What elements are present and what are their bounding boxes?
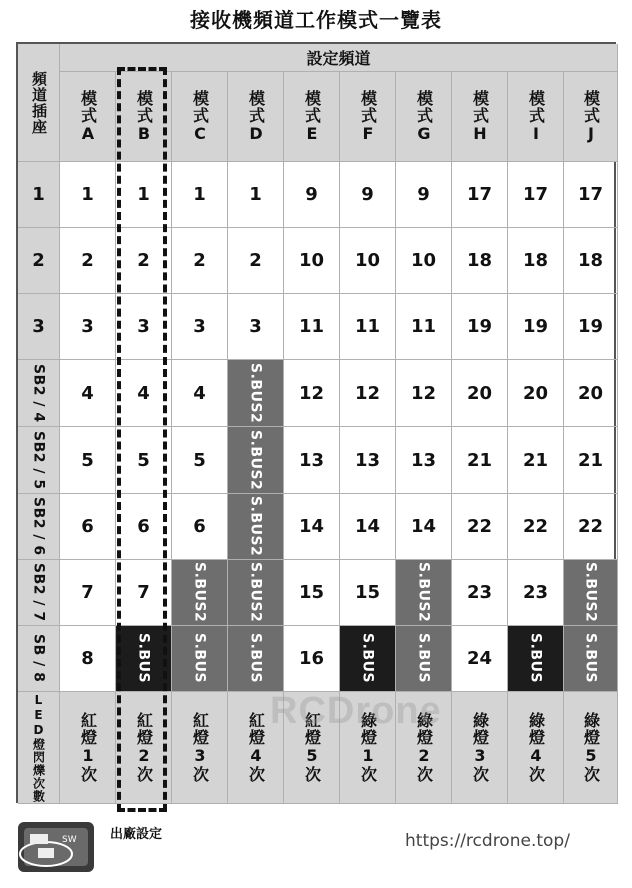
channel-cell [396,494,452,560]
channel-cell [228,294,284,360]
channel-cell [508,494,564,560]
mode-header-text: 模式I [526,90,546,144]
led-cell [116,692,172,804]
channel-cell-text: 21 [577,449,604,471]
channel-cell-text: 19 [522,316,549,337]
row-label-text: SB2 / 4 [30,363,47,423]
channel-cell-text: 18 [466,250,493,271]
channel-cell-text: 3 [137,316,150,337]
sbus-cell [172,626,228,692]
sbus-cell-text: S.BUS2 [247,429,264,491]
channel-cell [564,294,618,360]
channel-cell-text: 6 [81,516,94,537]
channel-cell [508,162,564,228]
sbus-cell [396,560,452,626]
channel-cell [564,162,618,228]
led-cell-text: 紅燈1次 [78,712,98,783]
led-cell-text: 綠燈2次 [414,712,434,783]
channel-cell [60,494,116,560]
channel-cell [452,294,508,360]
row-label-text: 2 [32,250,45,271]
channel-cell [60,626,116,692]
channel-cell-text: 9 [361,184,374,205]
channel-cell [172,427,228,494]
channel-cell-text: 9 [417,184,430,205]
sbus-cell [564,626,618,692]
led-cell [284,692,340,804]
row-label-text: 1 [32,184,45,205]
channel-cell [172,360,228,427]
channel-cell-text: 11 [298,316,325,337]
led-cell-text: 綠燈1次 [358,712,378,783]
channel-cell-text: 15 [354,582,381,603]
channel-cell-text: 21 [466,449,493,471]
channel-cell [284,494,340,560]
channel-cell [564,427,618,494]
channel-mode-table [16,42,616,803]
mode-header-text: 模式E [302,90,322,144]
channel-cell [452,626,508,692]
channel-cell-text: 23 [466,582,493,603]
channel-cell-text: 20 [522,382,549,404]
channel-cell-text: 22 [522,516,549,537]
row-label-text: SB2 / 5 [30,430,47,490]
channel-cell-text: 17 [577,184,604,205]
mode-header [284,72,340,162]
channel-cell [60,560,116,626]
led-cell [452,692,508,804]
channel-cell-text: 14 [410,516,437,537]
led-cell-text: 綠燈5次 [581,712,601,783]
channel-cell-text: 14 [298,516,325,537]
channel-cell [60,427,116,494]
channel-cell [564,494,618,560]
channel-cell [172,228,228,294]
channel-cell-text: 21 [522,449,549,471]
channel-cell-text: 4 [193,382,206,404]
sbus-cell [228,560,284,626]
row-label [18,228,60,294]
sbus-cell-text: S.BUS2 [191,562,208,623]
channel-cell [508,228,564,294]
sbus-cell [228,360,284,427]
sbus-cell-text: S.BUS [415,633,432,684]
row-label-text: 3 [32,316,45,337]
led-row-label [18,692,60,804]
channel-cell [172,494,228,560]
channel-cell [508,294,564,360]
channel-cell [564,228,618,294]
channel-cell-text: 11 [354,316,381,337]
channel-cell-text: 5 [137,449,150,471]
mode-header [340,72,396,162]
mode-header-text: 模式B [134,90,154,144]
sbus-cell [508,626,564,692]
mode-header-text: 模式G [414,90,434,144]
channel-cell [508,360,564,427]
led-cell-text: 紅燈3次 [190,712,210,783]
channel-cell-text: 1 [137,184,150,205]
channel-cell-text: 22 [577,516,604,537]
sbus-cell [172,560,228,626]
channel-cell-text: 23 [522,582,549,603]
channel-cell-text: 13 [298,449,325,471]
channel-cell-text: 16 [298,648,325,669]
sbus-cell [396,626,452,692]
sbus-cell-text: S.BUS [527,633,544,684]
group-header [60,44,618,72]
channel-cell [116,560,172,626]
receiver-icon [16,820,96,874]
channel-cell [284,626,340,692]
channel-cell-text: 13 [354,449,381,471]
led-cell [396,692,452,804]
led-cell-text: 綠燈4次 [526,712,546,783]
channel-cell-text: 20 [466,382,493,404]
channel-cell-text: 4 [137,382,150,404]
channel-cell [116,228,172,294]
led-cell-text: 綠燈3次 [470,712,490,783]
row-label [18,360,60,427]
channel-cell-text: 12 [354,382,381,404]
channel-cell [116,427,172,494]
sbus-cell [564,560,618,626]
channel-cell-text: 10 [410,250,437,271]
led-cell-text: 紅燈2次 [134,712,154,783]
channel-cell [396,360,452,427]
channel-cell [452,560,508,626]
channel-cell-text: 12 [410,382,437,404]
mode-header-text: 模式A [78,90,98,144]
led-cell-text: 紅燈4次 [246,712,266,783]
channel-cell-text: 9 [305,184,318,205]
channel-cell-text: 7 [137,582,150,603]
channel-cell-text: 1 [249,184,262,205]
sbus-cell-text: S.BUS [191,633,208,684]
channel-cell [116,294,172,360]
mode-header-text: 模式D [246,90,266,144]
channel-cell [116,360,172,427]
channel-cell-text: 5 [193,449,206,471]
source-url[interactable]: https://rcdrone.top/ [405,831,570,851]
channel-cell [60,294,116,360]
channel-cell-text: 6 [137,516,150,537]
channel-cell-text: 1 [193,184,206,205]
row-label-text: SB2 / 7 [30,563,47,622]
led-cell-text: 紅燈5次 [302,712,322,783]
mode-header [60,72,116,162]
row-label [18,427,60,494]
channel-cell [284,427,340,494]
sbus-cell-text: S.BUS [247,633,264,684]
channel-cell-text: 3 [81,316,94,337]
channel-cell-text: 11 [410,316,437,337]
channel-cell [396,162,452,228]
channel-cell [340,360,396,427]
channel-cell [172,162,228,228]
channel-cell [116,494,172,560]
channel-cell-text: 18 [577,250,604,271]
channel-cell [284,560,340,626]
led-cell [228,692,284,804]
channel-cell [284,294,340,360]
sbus-cell [228,427,284,494]
channel-cell [564,360,618,427]
channel-cell [452,494,508,560]
sbus-cell-text: S.BUS2 [247,562,264,623]
channel-cell [396,427,452,494]
sbus-cell [228,626,284,692]
page-title: 接收機頻道工作模式一覽表 [190,8,442,32]
channel-cell [396,294,452,360]
channel-cell-text: 22 [466,516,493,537]
channel-cell-text: 18 [522,250,549,271]
channel-cell [508,560,564,626]
channel-cell-text: 13 [410,449,437,471]
mode-header [396,72,452,162]
channel-cell [508,427,564,494]
row-label [18,294,60,360]
channel-cell-text: 19 [466,316,493,337]
channel-cell [452,427,508,494]
channel-cell-text: 17 [522,184,549,205]
watermark: RCDrone [270,690,442,732]
channel-cell-text: 4 [81,382,94,404]
corner-header-text: 頻道插座 [30,70,48,135]
channel-cell [228,162,284,228]
channel-cell-text: 10 [298,250,325,271]
factory-setting-label: 出廠設定 [110,827,163,842]
channel-cell-text: 17 [466,184,493,205]
channel-cell [284,228,340,294]
row-label [18,560,60,626]
led-cell [508,692,564,804]
channel-cell [284,360,340,427]
sbus-cell-text: S.BUS2 [582,562,599,623]
channel-cell [60,360,116,427]
channel-cell-text: 14 [354,516,381,537]
row-label-text: SB2 / 6 [30,497,47,556]
channel-cell [60,228,116,294]
channel-cell-text: 2 [81,250,94,271]
channel-cell-text: 2 [249,250,262,271]
channel-cell-text: 20 [577,382,604,404]
mode-header-text: 模式F [358,90,378,144]
led-cell [172,692,228,804]
mode-header [116,72,172,162]
sbus-cell-text: S.BUS2 [247,362,264,424]
group-header-text: 設定頻道 [306,49,371,68]
channel-cell [228,228,284,294]
channel-cell [340,162,396,228]
mode-header-text: 模式J [581,90,601,144]
channel-cell-text: 10 [354,250,381,271]
sbus-cell-text: S.BUS2 [415,562,432,623]
channel-cell-text: 2 [137,250,150,271]
channel-cell-text: 6 [193,516,206,537]
channel-cell-text: 3 [249,316,262,337]
mode-header-text: 模式C [190,90,210,144]
channel-cell [172,294,228,360]
channel-cell-text: 8 [81,648,94,669]
channel-cell-text: 7 [81,582,94,603]
channel-cell [340,560,396,626]
led-row-label-text: LED燈閃爍次數 [31,692,46,803]
channel-cell [116,162,172,228]
sbus-cell-text: S.BUS [359,633,376,684]
sbus-cell-text: S.BUS [582,633,599,684]
channel-cell-text: 19 [577,316,604,337]
channel-cell [396,228,452,294]
channel-cell [340,228,396,294]
channel-cell [452,360,508,427]
channel-cell-text: 15 [298,582,325,603]
mode-header [228,72,284,162]
channel-cell-text: 5 [81,449,94,471]
channel-cell [452,162,508,228]
channel-cell [340,494,396,560]
channel-cell [452,228,508,294]
channel-cell-text: 12 [298,382,325,404]
row-label [18,162,60,228]
mode-header-text: 模式H [470,90,490,144]
mode-header [172,72,228,162]
led-cell [564,692,618,804]
channel-cell-text: 1 [81,184,94,205]
led-cell [340,692,396,804]
sbus-cell [228,494,284,560]
sbus-cell-text: S.BUS [135,633,152,684]
channel-cell-text: 24 [466,648,493,669]
channel-cell [340,294,396,360]
row-label [18,494,60,560]
sbus-cell [340,626,396,692]
sbus-cell-text: S.BUS2 [247,496,264,557]
row-label-text: SB / 8 [30,634,47,683]
channel-cell-text: 2 [193,250,206,271]
row-label [18,626,60,692]
channel-cell [340,427,396,494]
mode-header [508,72,564,162]
corner-header [18,44,60,162]
channel-cell [60,162,116,228]
led-cell [60,692,116,804]
mode-header [564,72,618,162]
sbus-cell [116,626,172,692]
channel-cell [284,162,340,228]
channel-cell-text: 3 [193,316,206,337]
svg-text:SW: SW [62,835,77,845]
mode-header [452,72,508,162]
